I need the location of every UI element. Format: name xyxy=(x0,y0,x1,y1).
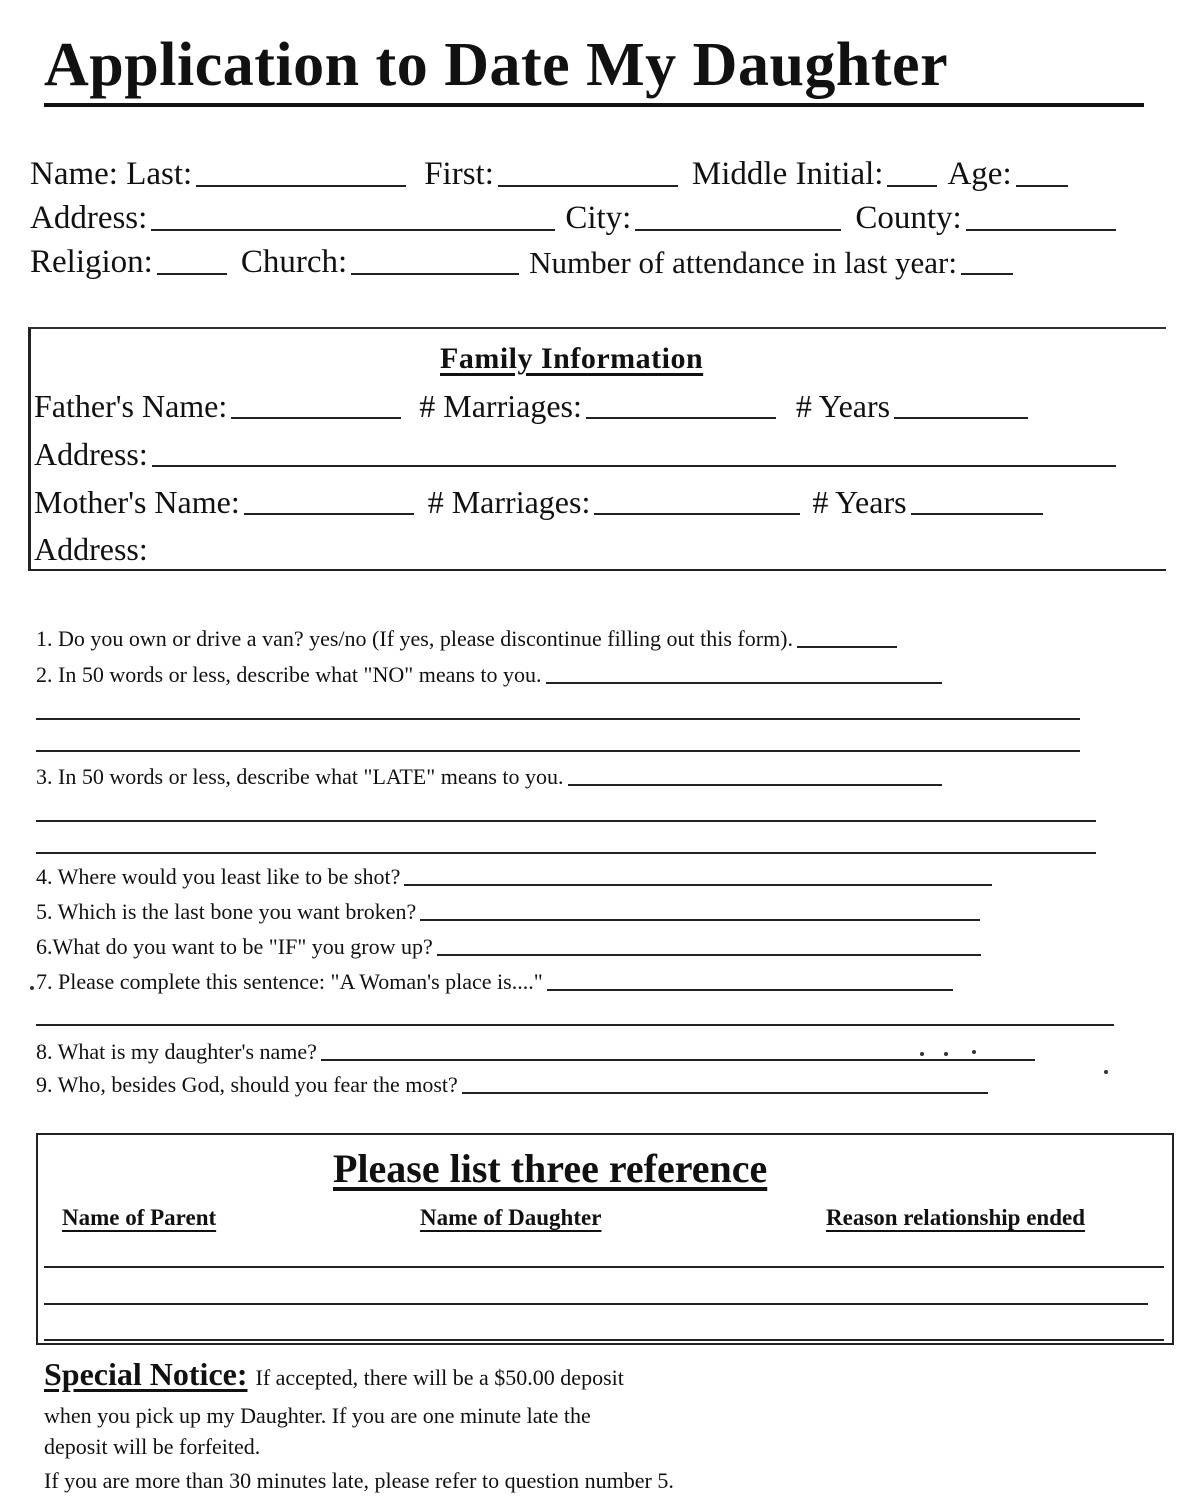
answer-7-line-2[interactable] xyxy=(36,1024,1114,1026)
notice-text-3: deposit will be forfeited. xyxy=(44,1434,261,1459)
question-6 xyxy=(36,934,985,960)
label-age: Age: xyxy=(947,156,1012,192)
question-3-text: 3. In 50 words or less, describe what "LATE" means to you. xyxy=(36,764,564,789)
family-information-heading: Family Information xyxy=(440,342,704,375)
question-4 xyxy=(36,864,996,890)
question-2 xyxy=(36,662,946,688)
reference-line-3[interactable] xyxy=(44,1339,1164,1341)
scan-speck xyxy=(944,1052,948,1056)
label-mothers-name: Mother's Name: xyxy=(34,484,240,520)
row-religion xyxy=(30,244,1017,281)
label-first: First: xyxy=(424,156,494,192)
row-father-address xyxy=(34,436,1120,473)
field-first-name[interactable] xyxy=(498,184,678,187)
label-mother-address: Address: xyxy=(34,531,148,567)
label-church: Church: xyxy=(240,244,348,280)
question-5 xyxy=(36,899,984,925)
question-9-text: 9. Who, besides God, should you fear the most? xyxy=(36,1072,458,1097)
field-county[interactable] xyxy=(966,228,1116,231)
question-1-text: 1. Do you own or drive a van? yes/no (If yes, please discontinue filling out this form). xyxy=(36,626,794,651)
answer-7-line[interactable] xyxy=(547,988,953,991)
question-5-text: 5. Which is the last bone you want broken? xyxy=(36,899,417,924)
notice-text-2: when you pick up my Daughter. If you are one minute late the xyxy=(44,1403,591,1428)
row-father xyxy=(34,388,1032,425)
answer-3-line-3[interactable] xyxy=(36,852,1096,854)
form-title: Application to Date My Daughter xyxy=(44,31,949,99)
label-fathers-name: Father's Name: xyxy=(34,388,228,424)
answer-2-line[interactable] xyxy=(546,681,942,684)
column-name-of-daughter: Name of Daughter xyxy=(420,1205,602,1230)
special-notice-line-1 xyxy=(44,1356,624,1393)
label-father-marriages: # Marriages: xyxy=(419,388,582,424)
row-mother xyxy=(34,484,1047,521)
field-age[interactable] xyxy=(1016,184,1068,187)
question-6-text: 6.What do you want to be "IF" you grow up? xyxy=(36,934,433,959)
answer-2-line-2[interactable] xyxy=(36,718,1080,720)
question-8 xyxy=(36,1039,1039,1065)
answer-2-line-3[interactable] xyxy=(36,750,1080,752)
field-religion[interactable] xyxy=(157,272,227,275)
answer-5-line[interactable] xyxy=(420,918,980,921)
question-7 xyxy=(36,969,957,995)
field-city[interactable] xyxy=(635,228,841,231)
scan-speck xyxy=(30,986,34,990)
row-address xyxy=(30,200,1120,237)
field-fathers-name[interactable] xyxy=(231,416,401,419)
label-attendance: Number of attendance in last year: xyxy=(529,245,957,280)
label-city: City: xyxy=(565,200,632,236)
scan-speck xyxy=(972,1050,976,1054)
field-father-years[interactable] xyxy=(894,416,1028,419)
answer-9-line[interactable] xyxy=(462,1091,988,1094)
column-reason-ended: Reason relationship ended xyxy=(826,1205,1086,1230)
special-notice-heading: Special Notice: xyxy=(44,1356,248,1392)
row-name xyxy=(30,156,1072,193)
answer-4-line[interactable] xyxy=(404,883,992,886)
question-2-text: 2. In 50 words or less, describe what "NO" means to you. xyxy=(36,662,542,687)
question-3 xyxy=(36,764,946,790)
field-church[interactable] xyxy=(351,272,519,275)
question-1 xyxy=(36,626,901,652)
title-underline xyxy=(44,103,1144,107)
row-mother-address xyxy=(34,531,148,568)
reference-line-1[interactable] xyxy=(44,1266,1164,1268)
column-name-of-parent: Name of Parent xyxy=(62,1205,217,1230)
question-9 xyxy=(36,1072,992,1098)
field-father-marriages[interactable] xyxy=(586,416,776,419)
label-county: County: xyxy=(855,200,962,236)
field-attendance[interactable] xyxy=(961,272,1013,275)
label-address: Address: xyxy=(30,200,148,236)
answer-8-line[interactable] xyxy=(321,1058,1035,1061)
scan-speck xyxy=(920,1052,924,1056)
question-7-text: 7. Please complete this sentence: "A Woman's place is...." xyxy=(36,969,543,994)
field-mother-marriages[interactable] xyxy=(594,512,800,515)
question-8-text: 8. What is my daughter's name? xyxy=(36,1039,317,1064)
label-father-address: Address: xyxy=(34,436,148,472)
field-father-address[interactable] xyxy=(152,464,1116,467)
answer-1-line[interactable] xyxy=(797,645,897,648)
scan-speck xyxy=(1104,1070,1108,1074)
field-address[interactable] xyxy=(151,228,555,231)
references-heading: Please list three reference xyxy=(333,1146,768,1191)
label-father-years: # Years xyxy=(795,388,891,424)
label-mother-years: # Years xyxy=(812,484,907,520)
field-mothers-name[interactable] xyxy=(244,512,414,515)
field-middle-initial[interactable] xyxy=(887,184,937,187)
answer-3-line[interactable] xyxy=(568,783,942,786)
field-mother-years[interactable] xyxy=(911,512,1043,515)
label-middle-initial: Middle Initial: xyxy=(691,156,884,192)
answer-3-line-2[interactable] xyxy=(36,820,1096,822)
notice-text-4: If you are more than 30 minutes late, please refer to question number 5. xyxy=(44,1468,674,1493)
label-name-last: Name: Last: xyxy=(30,156,193,192)
field-last-name[interactable] xyxy=(196,184,406,187)
label-mother-marriages: # Marriages: xyxy=(427,484,591,520)
notice-text-1: If accepted, there will be a $50.00 deposit xyxy=(255,1365,624,1390)
label-religion: Religion: xyxy=(30,244,153,280)
question-4-text: 4. Where would you least like to be shot? xyxy=(36,864,401,889)
answer-6-line[interactable] xyxy=(437,953,981,956)
reference-line-2[interactable] xyxy=(44,1303,1148,1305)
